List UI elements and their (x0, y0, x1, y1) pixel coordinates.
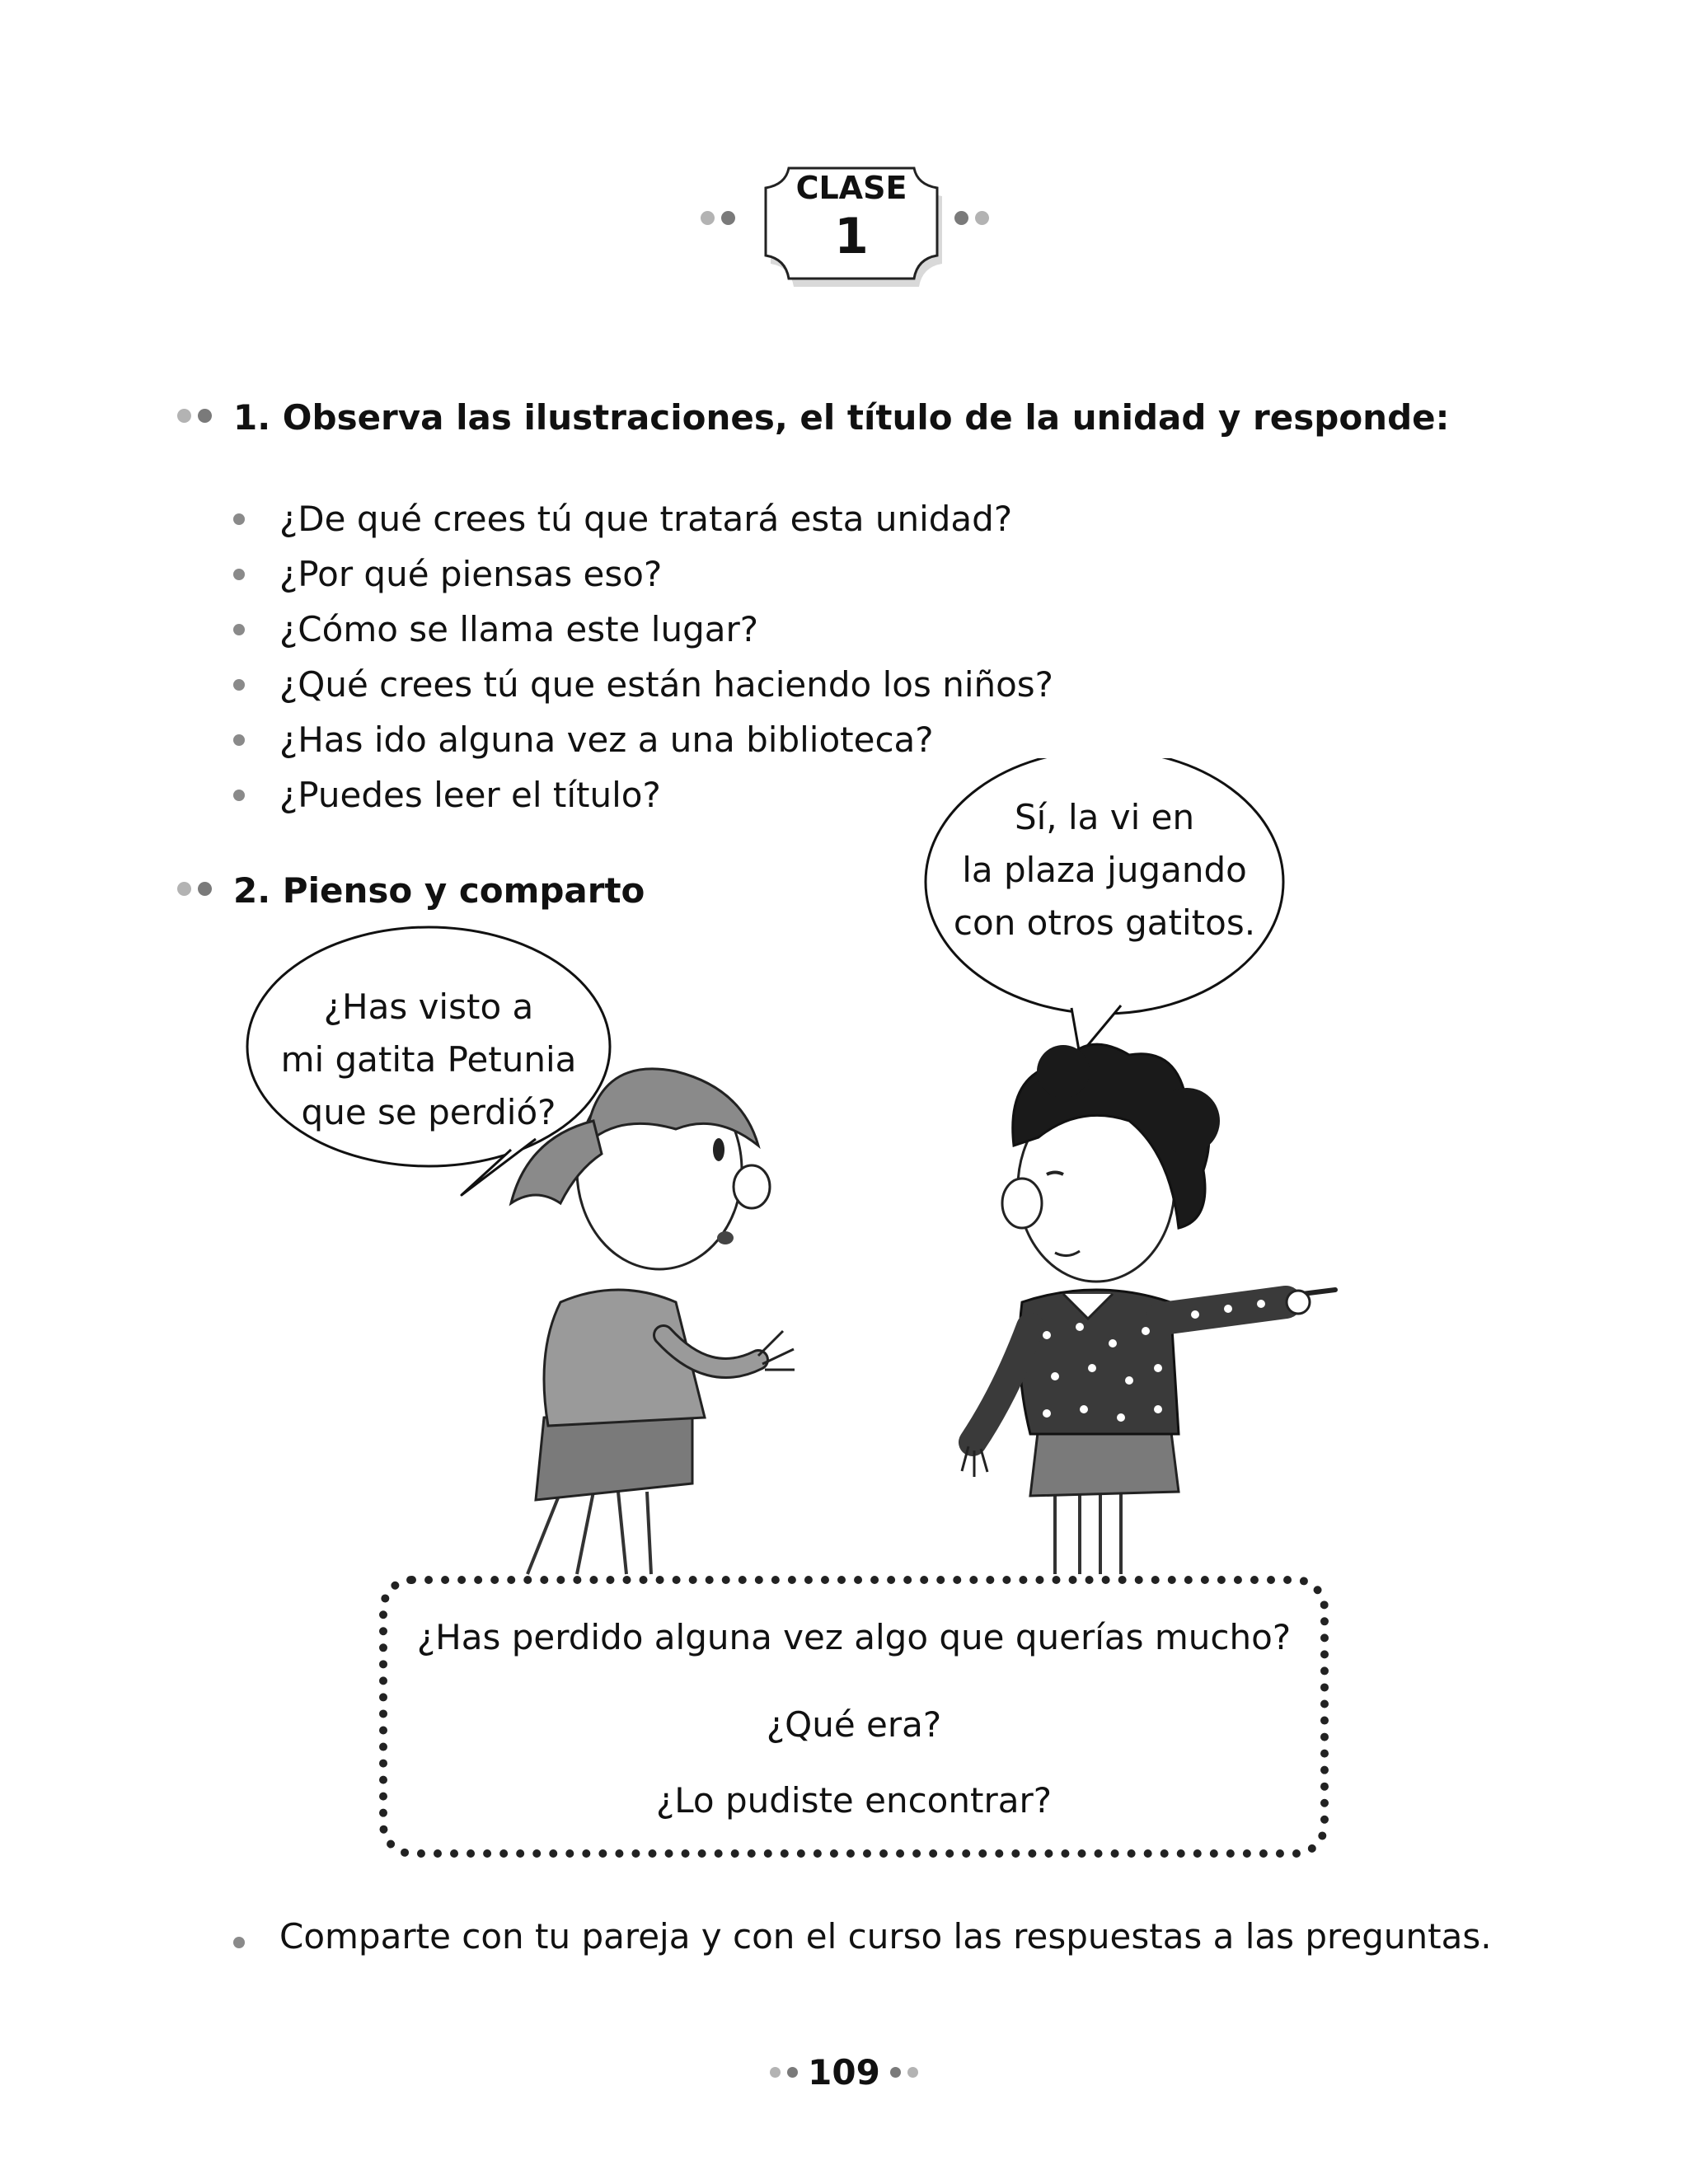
bubble-line: que se perdió? (301, 1092, 556, 1132)
list-item: ¿Por qué piensas eso? (233, 546, 1053, 602)
footer-dots-right (890, 2067, 918, 2078)
footer-dots-left (770, 2067, 798, 2078)
speech-bubble-right (923, 791, 1286, 949)
section2-title: 2. Pienso y comparto (233, 870, 645, 911)
section1-title: 1. Observa las ilustraciones, el título de la unidad y responde: (233, 397, 1450, 438)
question-box (379, 1576, 1329, 1858)
final-instruction: Comparte con tu pareja y con el curso las respuestas a las preguntas. (233, 1916, 1492, 1957)
question-line: ¿Qué era? (766, 1704, 942, 1745)
list-item: ¿Qué crees tú que están haciendo los niños? (233, 657, 1053, 712)
speech-bubble-left (247, 981, 610, 1139)
clase-badge (756, 158, 947, 295)
section1-dots (177, 409, 212, 423)
bubble-line: ¿Has visto a (323, 987, 534, 1027)
list-item: ¿De qué crees tú que tratará esta unidad? (233, 491, 1053, 546)
question-line: ¿Lo pudiste encontrar? (655, 1780, 1053, 1821)
section2-dots (177, 882, 212, 896)
page-footer (0, 2052, 1688, 2093)
bubble-line: mi gatita Petunia (280, 1039, 577, 1080)
list-item: ¿Has ido alguna vez a una biblioteca? (233, 712, 1053, 767)
bubble-line: Sí, la vi en (1014, 797, 1195, 837)
question-line: ¿Has perdido alguna vez algo que querías mucho? (416, 1617, 1292, 1657)
bubble-line: la plaza jugando (962, 850, 1247, 890)
list-item: ¿Puedes leer el título? (233, 767, 1053, 823)
girl-left (511, 1069, 795, 1574)
badge-dots-right (954, 211, 989, 225)
girl-right (962, 1044, 1335, 1574)
badge-number: 1 (834, 208, 869, 265)
bubble-line: con otros gatitos. (953, 902, 1256, 943)
page-number: 109 (808, 2052, 880, 2093)
badge-dots-left (701, 211, 735, 225)
list-item: ¿Cómo se llama este lugar? (233, 602, 1053, 657)
badge-label: CLASE (795, 170, 907, 206)
